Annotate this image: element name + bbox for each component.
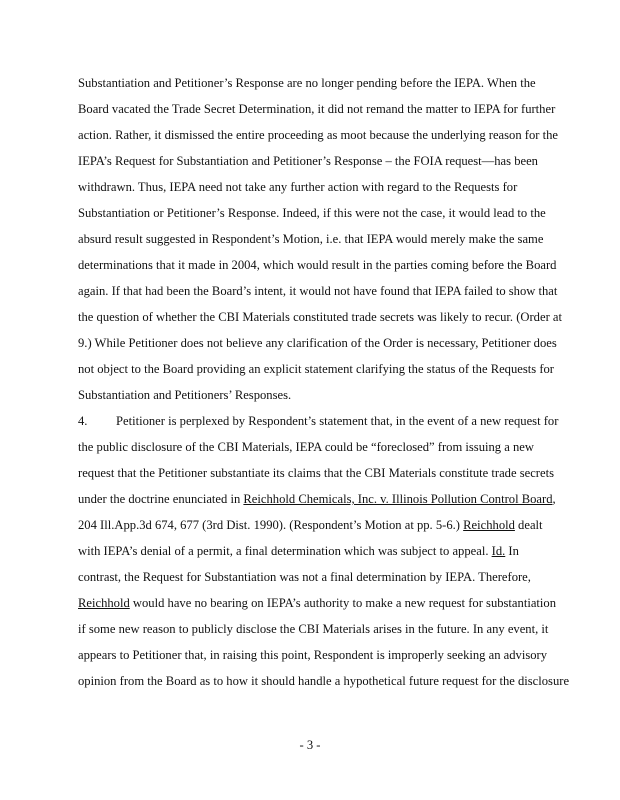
text-segment: 204 Ill.App.3d 674, 677 (3rd Dist. 1990). (Respondent’s Motion at pp. 5-6.) (78, 518, 464, 532)
text-line: if some new reason to publicly disclose the CBI Materials arises in the future. In any event, it (78, 622, 549, 636)
text-line: action. Rather, it dismissed the entire proceeding as moot because the underlying reason for the (78, 128, 559, 142)
text-segment: with IEPA’s denial of a permit, a final determination which was subject to appeal. (78, 544, 492, 558)
text-line: Substantiation or Petitioner’s Response. Indeed, if this were not the case, it would lead to the (78, 206, 546, 220)
text-line (78, 518, 550, 533)
text-segment: , (552, 492, 556, 506)
text-line (78, 596, 557, 611)
page-number: - 3 - (299, 738, 321, 752)
text-line: again. If that had been the Board’s intent, it would not have found that IEPA failed to show that (78, 284, 558, 298)
text-line: contrast, the Request for Substantiation was not a final determination by IEPA. Therefore, (78, 570, 531, 584)
text-segment: dealt (514, 518, 543, 532)
text-segment: under the doctrine enunciated in (78, 492, 244, 506)
text-line: absurd result suggested in Respondent’s Motion, i.e. that IEPA would merely make the same (78, 232, 544, 246)
text-line: not object to the Board providing an explicit statement clarifying the status of the Requests for (78, 362, 554, 376)
text-line: the question of whether the CBI Materials constituted trade secrets was likely to recur. (Order at (78, 310, 563, 324)
text-line (78, 544, 550, 559)
text-line: Substantiation and Petitioner’s Response are no longer pending before the IEPA. When the (78, 76, 536, 90)
case-citation: Reichhold (463, 518, 515, 532)
case-citation: Reichhold Chemicals, Inc. v. Illinois Pollution Control Board (243, 492, 553, 506)
text-line: withdrawn. Thus, IEPA need not take any further action with regard to the Requests for (78, 180, 518, 194)
text-segment: Petitioner is perplexed by Respondent’s statement that, in the event of a new request for (116, 414, 559, 428)
text-line: 9.) While Petitioner does not believe any clarification of the Order is necessary, Petitioner does (78, 336, 557, 350)
text-segment: would have no bearing on IEPA’s authority to make a new request for substantiation (129, 596, 557, 610)
text-line: IEPA’s Request for Substantiation and Petitioner’s Response – the FOIA request—has been (78, 154, 538, 168)
text-line: request that the Petitioner substantiate its claims that the CBI Materials constitute trade secrets (78, 466, 554, 480)
text-line: determinations that it made in 2004, which would result in the parties coming before the Board (78, 258, 557, 272)
case-citation: Reichhold (78, 596, 130, 610)
text-line (78, 492, 556, 507)
paragraph-number: 4. (78, 414, 88, 428)
text-line: the public disclosure of the CBI Materials, IEPA could be “foreclosed” from issuing a new (78, 440, 534, 454)
id-citation: Id. (491, 544, 506, 558)
text-line: opinion from the Board as to how it should handle a hypothetical future request for the disclosure (78, 674, 570, 688)
text-line: Board vacated the Trade Secret Determination, it did not remand the matter to IEPA for further (78, 102, 556, 116)
text-line: appears to Petitioner that, in raising this point, Respondent is improperly seeking an advisory (78, 648, 548, 662)
paragraph-4-first-line (78, 414, 559, 429)
text-line: Substantiation and Petitioners’ Responses. (78, 388, 292, 402)
text-segment: In (505, 544, 519, 558)
